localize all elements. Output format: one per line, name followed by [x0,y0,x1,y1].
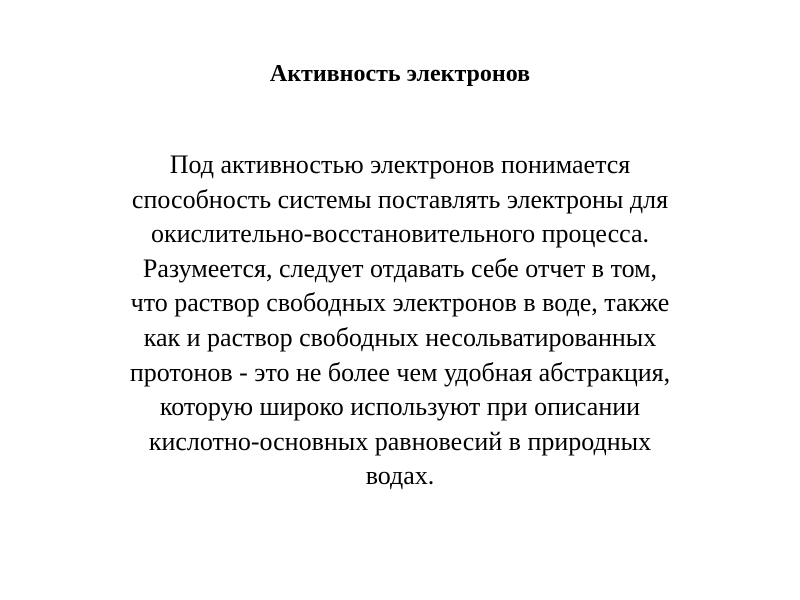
slide-title: Активность электронов [269,61,531,87]
body-line: водах. [365,461,435,491]
body-line: что раствор свободных электронов в воде, также [130,288,670,318]
body-line: протонов - это не более чем удобная абстракция, [129,357,671,387]
body-line: способность системы поставлять электроны для [131,184,669,214]
body-line: как и раствор свободных несольватированных [143,322,657,352]
body-line: которую широко используют при описании [159,392,641,422]
body-line: Под активностью электронов понимается [169,150,631,179]
body-line: окислительно-восстановительного процесса. [150,219,650,249]
body-line: кислотно-основных равновесий в природных [148,426,652,456]
body-line: Разумеется, следует отдавать себе отчет в том, [142,253,658,283]
slide-body-text [40,148,760,494]
